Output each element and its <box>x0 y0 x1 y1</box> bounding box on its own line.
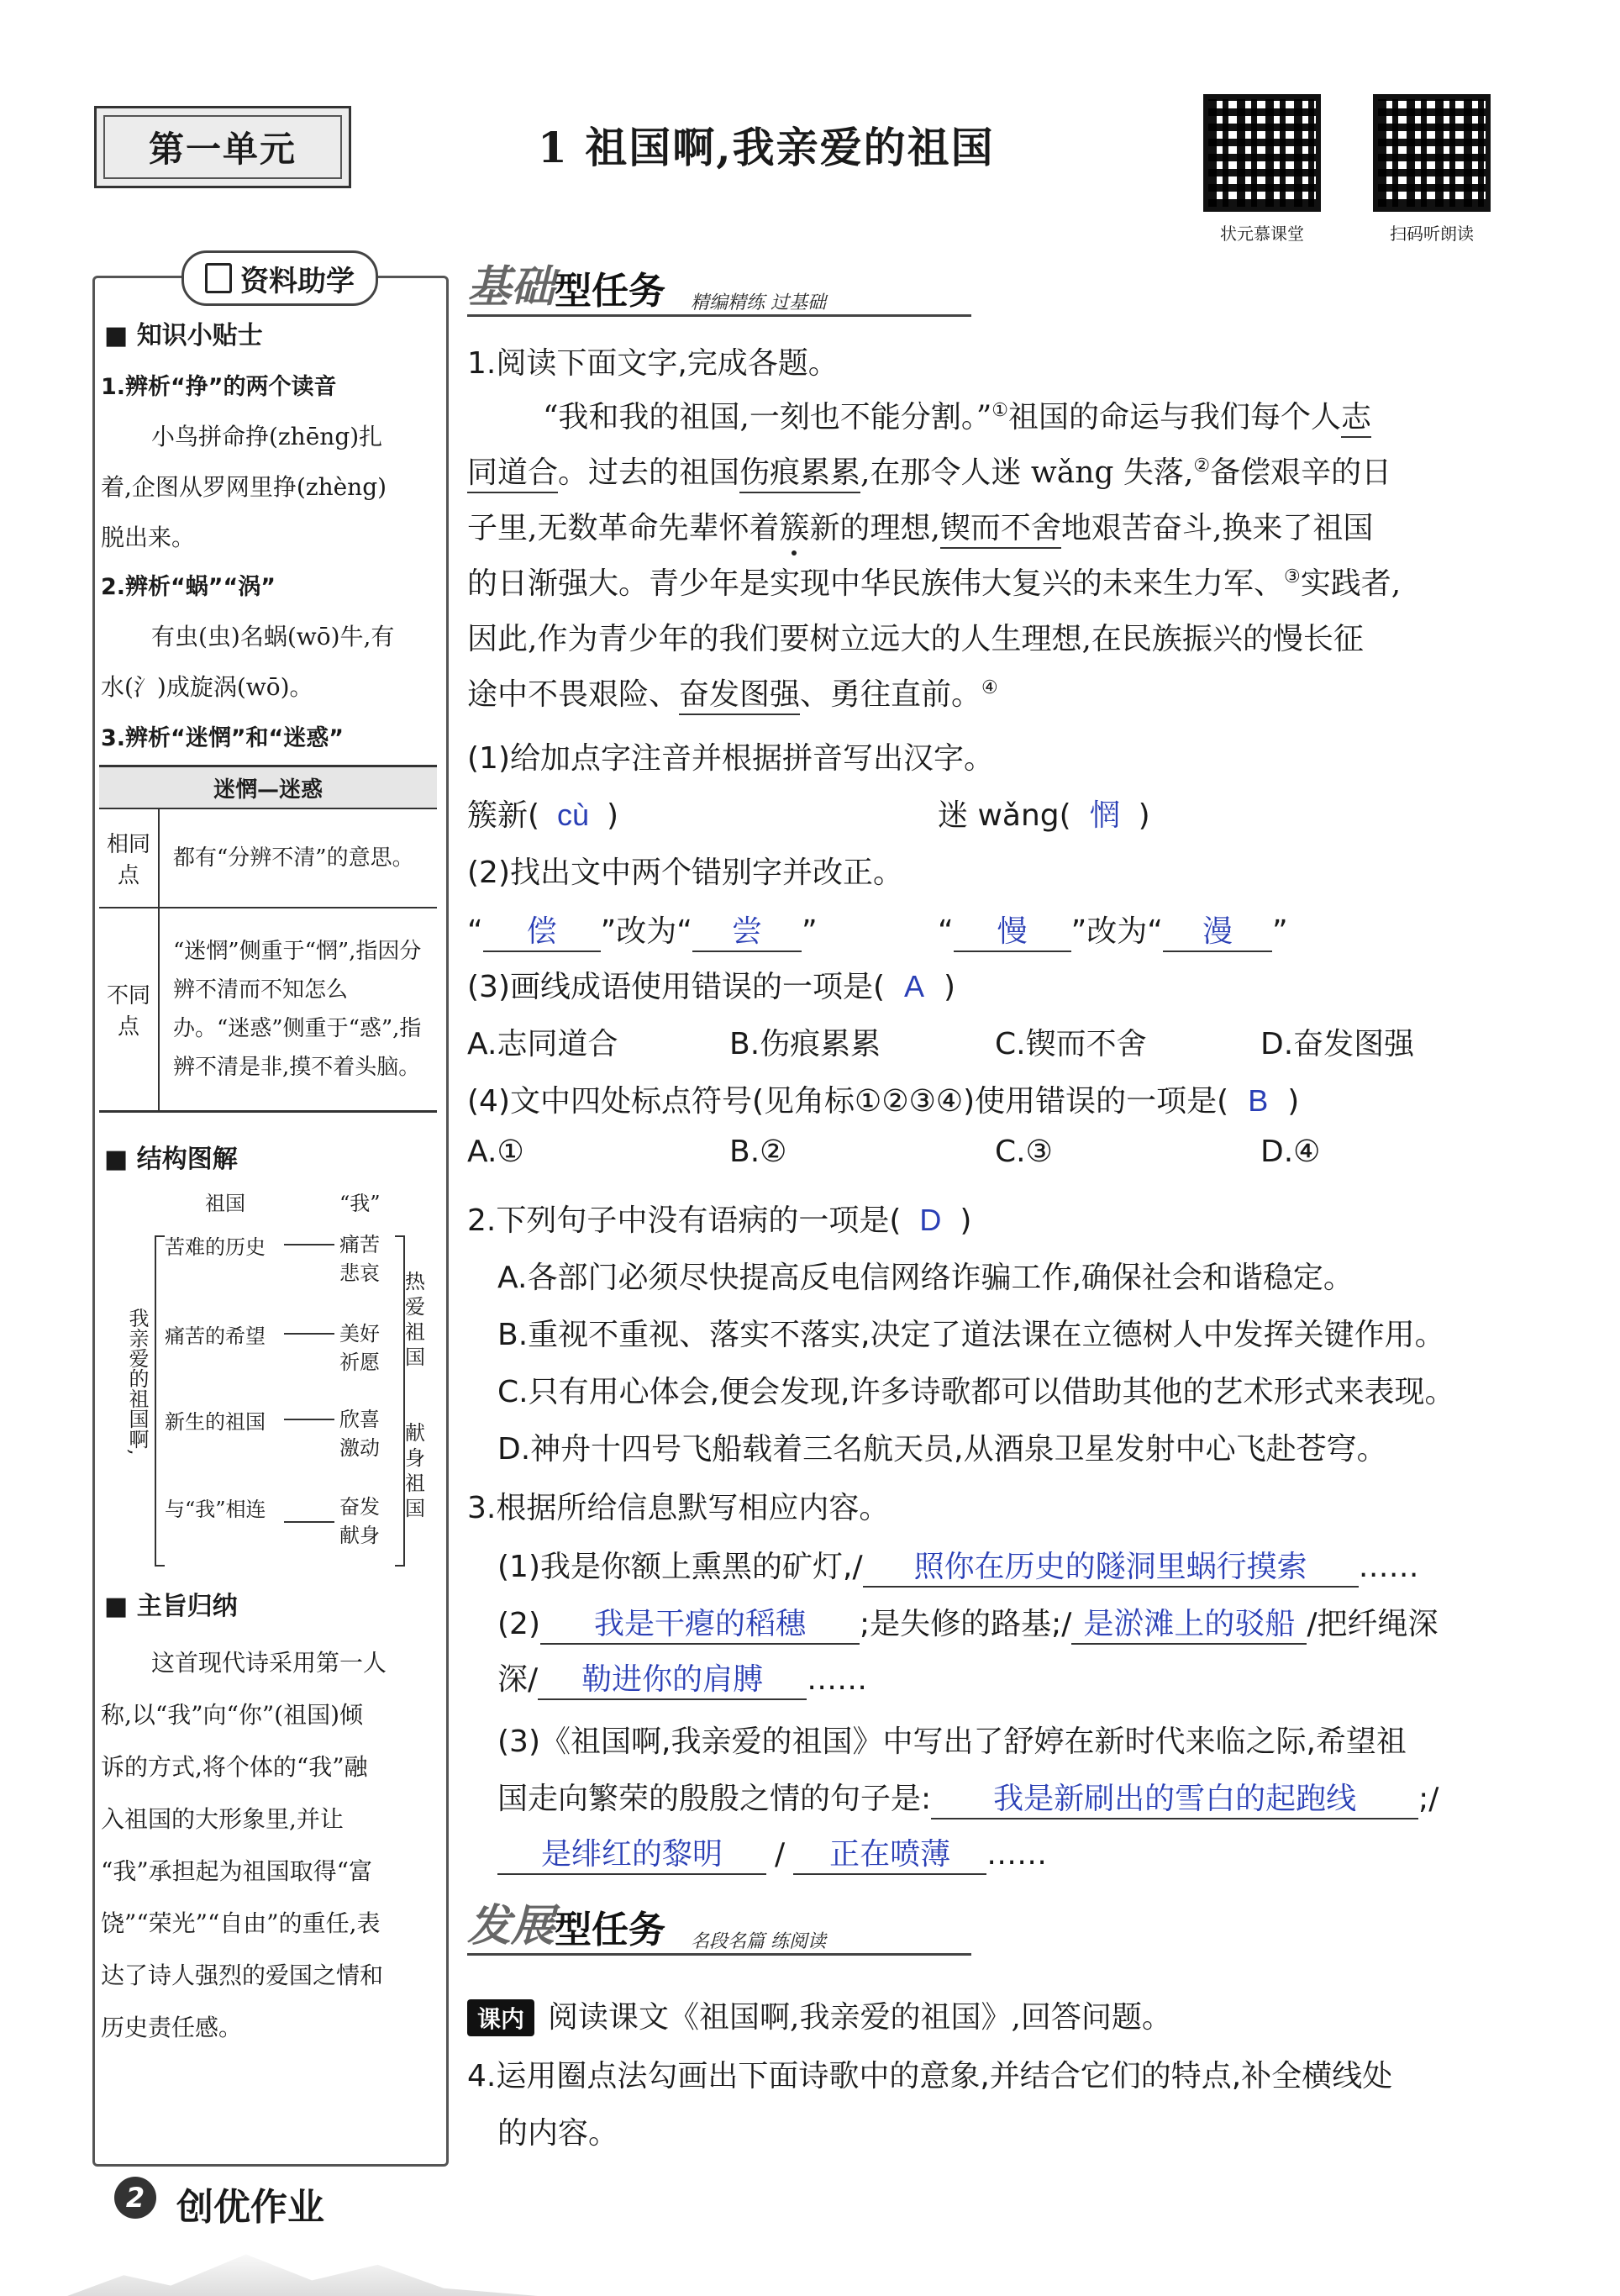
q1-sub3: (3)画线成语使用错误的一项是( A ) <box>467 969 956 1004</box>
section-basic-small: 型任务 <box>555 270 666 313</box>
q1-sub4-opt: B.② <box>729 1135 787 1169</box>
answer-wang: 惘 <box>1089 798 1120 832</box>
q1-sub2: (2)找出文中两个错别字并改正。 <box>467 856 903 890</box>
qr-left-caption: 状元慕课堂 <box>1220 224 1304 244</box>
row1-label: 相同点 <box>99 808 159 908</box>
q3-sub3: (3)《祖国啊,我亲爱的祖国》中写出了舒婷在新时代来临之际,希望祖 <box>497 1725 1407 1759</box>
q2-option: D.神舟十四号飞船载着三名航天员,从酒泉卫星发射中心飞赴苍穹。 <box>497 1432 1387 1467</box>
section-develop-banner <box>467 1893 971 1956</box>
q1-passage-line: 子里,无数革命先辈怀着簇新的理想,锲而不舍地艰苦奋斗,换来了祖国 <box>467 504 1373 547</box>
answer-q3-3a: 我是新刷出的雪白的起跑线 <box>931 1775 1418 1819</box>
section-basic-big: 基础 <box>467 261 555 313</box>
qr-right-caption: 扫码听朗读 <box>1390 224 1474 244</box>
diagram-right-bottom: 献身祖国 <box>405 1421 425 1520</box>
answer-correct-char-1: 尝 <box>692 908 802 952</box>
q2-option: B.重视不重视、落实不落实,决定了道法课在立德树人中发挥关键作用。 <box>497 1318 1445 1352</box>
q1-sub4: (4)文中四处标点符号(见角标①②③④)使用错误的一项是( B ) <box>467 1083 1300 1119</box>
answer-sub3: A <box>904 969 925 1003</box>
qr-code-lecture-icon[interactable] <box>1203 94 1321 212</box>
diagram-row-left: 与“我”相连 <box>165 1498 266 1521</box>
q3-sub2-cont: 深/ 勒进你的肩膊 …… <box>497 1656 867 1700</box>
answer-wrong-char-2: 慢 <box>954 908 1071 952</box>
diagram-right-top: 热爱祖国 <box>405 1270 425 1369</box>
q3-sub2: (2) 我是干瘪的稻穗 ;是失修的路基;/ 是淤滩上的驳船 /把纤绳深 <box>497 1600 1439 1645</box>
q1-passage-line: 因此,作为青少年的我们要树立远大的人生理想,在民族振兴的慢长征 <box>467 622 1364 656</box>
diagram-row-left: 新生的祖国 <box>165 1410 266 1434</box>
q1-stem: 1.阅读下面文字,完成各题。 <box>467 346 839 381</box>
q3-sub3-cont: 国走向繁荣的殷殷之情的句子是: 我是新刷出的雪白的起跑线 ;/ <box>497 1775 1439 1819</box>
diagram-connector <box>284 1244 334 1245</box>
mountain-decoration <box>67 2244 538 2296</box>
section-develop-big: 发展 <box>467 1900 555 1951</box>
answer-q3-1: 照你在历史的隧洞里蜗行摸索 <box>863 1543 1359 1588</box>
sidebar-title: 资料助学 <box>181 250 378 306</box>
theme-heading: ■ 主旨归纳 <box>104 1592 238 1621</box>
lesson-title: 1 祖国啊,我亲爱的祖国 <box>538 123 995 172</box>
brand-title: 创优作业 <box>176 2186 324 2229</box>
structure-heading: ■ 结构图解 <box>104 1145 238 1174</box>
q2-option: C.只有用心体会,便会发现,许多诗歌都可以借助其他的艺术形式来表现。 <box>497 1375 1455 1409</box>
answer-q3-2c: 勒进你的肩膊 <box>538 1656 807 1700</box>
diagram-connector <box>284 1419 334 1420</box>
answer-q3-2a: 我是干瘪的稻穗 <box>540 1600 860 1645</box>
q1-sub1-answers: 簇新( cù ) <box>467 798 619 833</box>
comparison-table <box>99 765 437 1113</box>
answer-q3-3c: 正在喷薄 <box>793 1830 986 1875</box>
answer-q2: D <box>919 1203 942 1237</box>
answer-cu: cù <box>557 798 590 832</box>
q1-sub1: (1)给加点字注音并根据拼音写出汉字。 <box>467 741 994 776</box>
qr-code-audio-icon[interactable] <box>1373 94 1491 212</box>
q2-option: A.各部门必须尽快提高反电信网络诈骗工作,确保社会和谐稳定。 <box>497 1261 1354 1295</box>
reading-instruction: 课内 阅读课文《祖国啊,我亲爱的祖国》,回答问题。 <box>467 1993 1172 2036</box>
q1-sub4-opt: C.③ <box>995 1135 1053 1169</box>
diagram-row-left: 痛苦的希望 <box>165 1324 266 1348</box>
book-icon <box>205 263 232 293</box>
diagram-connector <box>284 1333 334 1335</box>
q1-passage-line: 途中不畏艰险、奋发图强、勇往直前。④ <box>467 671 998 714</box>
q1-sub2-fix1: “ 偿 ”改为“ 尝 ” <box>467 908 818 952</box>
row2-text: “迷惘”侧重于“惘”,指因分辨不清而不知怎么办。“迷惑”侧重于“惑”,指辨不清是非,摸不着头脑。 <box>159 908 437 1112</box>
unit-label: 第一单元 <box>148 129 297 170</box>
answer-wrong-char-1: 偿 <box>483 908 601 952</box>
diagram-row-right: 欣喜激动 <box>339 1408 380 1460</box>
section-develop-small: 型任务 <box>555 1909 666 1951</box>
tip3-title: 3.辨析“迷惘”和“迷惑” <box>101 725 345 751</box>
q1-passage-line: 同道合。过去的祖国伤痕累累,在那令人迷 wǎng 失落,②备偿艰辛的日 <box>467 449 1391 492</box>
tip2-line: 水(氵)成旋涡(wō)。 <box>101 673 313 701</box>
diagram-row-left: 苦难的历史 <box>165 1235 266 1259</box>
diagram-row-right: 奋发献身 <box>339 1495 380 1547</box>
answer-q3-3b: 是绯红的黎明 <box>497 1830 766 1875</box>
diagram-right-brace <box>395 1235 405 1567</box>
q1-sub1-answers-b: 迷 wǎng( 惘 ) <box>938 792 1150 835</box>
diagram-connector <box>284 1521 334 1523</box>
tip1-title: 1.辨析“挣”的两个读音 <box>101 374 337 400</box>
tips-heading: ■ 知识小贴士 <box>104 321 263 350</box>
section-basic-tag: 精编精练 过基础 <box>691 292 827 313</box>
theme-text: 这首现代诗采用第一人 称,以“我”向“你”(祖国)倾 诉的方式,将个体的“我”融 入祖国的大形象里,并让 “我”承担起为祖国取得“富 饶”“荣光”“自由”的重任,表 达了诗人强烈的爱国之情和 历史责任感。 <box>101 1649 387 2041</box>
tip1-line: 着,企图从罗网里挣(zhèng) <box>101 473 387 501</box>
q1-sub2-fix2: “ 慢 ”改为“ 漫 ” <box>938 908 1288 952</box>
answer-sub4: B <box>1248 1083 1269 1118</box>
diagram-col2: “我” <box>339 1192 381 1215</box>
tip1-line: 小鸟拼命挣(zhēng)扎 <box>151 423 383 450</box>
tip2-line: 有虫(虫)名蜗(wō)牛,有 <box>151 623 395 650</box>
q3-sub3-cont2: 是绯红的黎明 / 正在喷薄 …… <box>497 1830 1047 1875</box>
diagram-left-brace <box>155 1235 165 1567</box>
q1-passage-line: 的日渐强大。青少年是实现中华民族伟大复兴的未来生力军、③实践者, <box>467 566 1402 601</box>
row1-text: 都有“分辨不清”的意思。 <box>159 808 437 908</box>
q1-passage-line: “我和我的祖国,一刻也不能分割。”①祖国的命运与我们每个人志 <box>543 393 1371 436</box>
q1-sub3-opt: A.志同道合 <box>467 1027 618 1061</box>
page-number: 2 <box>114 2177 156 2219</box>
diagram-root: 我亲爱的祖国啊, <box>125 1308 149 1456</box>
q2-stem: 2.下列句子中没有语病的一项是( D ) <box>467 1203 972 1238</box>
tip2-title: 2.辨析“蜗”“涡” <box>101 574 276 600</box>
diagram-row-right: 痛苦悲哀 <box>339 1233 380 1285</box>
section-basic-banner <box>467 254 971 317</box>
tip1-line: 脱出来。 <box>101 524 196 551</box>
answer-correct-char-2: 漫 <box>1163 908 1272 952</box>
diagram-row-right: 美好祈愿 <box>339 1322 380 1374</box>
q4-stem: 4.运用圈点法勾画出下面诗歌中的意象,并结合它们的特点,补全横线处 <box>467 2059 1393 2093</box>
q3-stem: 3.根据所给信息默写相应内容。 <box>467 1491 890 1525</box>
row2-label: 不同点 <box>99 908 159 1112</box>
diagram-col1: 祖国 <box>205 1192 245 1215</box>
answer-q3-2b: 是淤滩上的驳船 <box>1071 1600 1307 1645</box>
in-class-badge: 课内 <box>467 1999 534 2036</box>
unit-label-box <box>94 106 351 188</box>
table-header: 迷惘—迷惑 <box>99 766 437 809</box>
q1-sub4-opt: A.① <box>467 1135 524 1169</box>
q1-sub4-opt: D.④ <box>1260 1135 1321 1169</box>
q1-sub3-opt: D.奋发图强 <box>1260 1027 1415 1061</box>
section-develop-tag: 名段名篇 练阅读 <box>691 1931 827 1952</box>
q3-sub1: (1)我是你额上熏黑的矿灯,/ 照你在历史的隧洞里蜗行摸索 …… <box>497 1543 1419 1588</box>
q1-sub3-opt: B.伤痕累累 <box>729 1027 881 1061</box>
q4-stem-cont: 的内容。 <box>497 2116 619 2151</box>
q1-sub3-opt: C.锲而不舍 <box>995 1027 1147 1061</box>
